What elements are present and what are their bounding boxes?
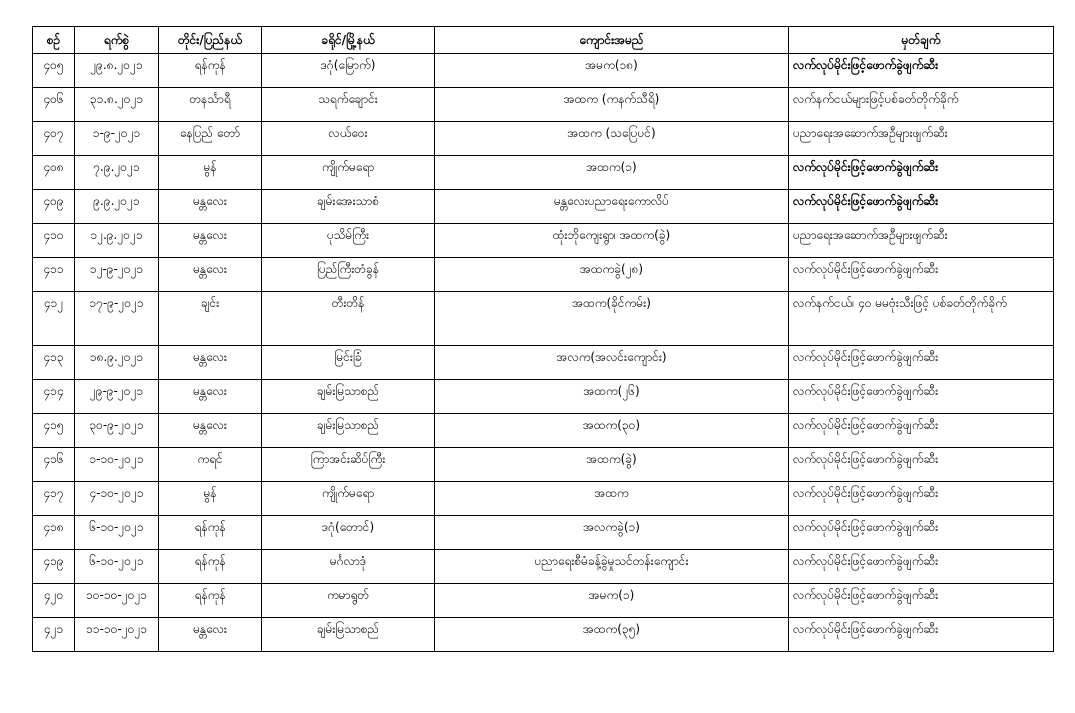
cell-township: ဒဂုံ(တောင်): [262, 516, 435, 550]
cell-region: မန္တလေး: [159, 380, 262, 414]
table-row: [33, 224, 1054, 258]
table-row: [33, 516, 1054, 550]
cell-remark: လက်လုပ်မိုင်းဖြင့်ဖောက်ခွဲဖျက်ဆီး: [789, 618, 1054, 652]
header-region: တိုင်း/ပြည်နယ်: [159, 27, 262, 54]
table-row: [33, 380, 1054, 414]
header-township: ခရိုင်/မြို့နယ်: [262, 27, 435, 54]
cell-date: ၉.၉.၂၀၂၁: [75, 190, 159, 224]
cell-no: ၄၀၈: [33, 156, 75, 190]
cell-no: ၄၁၆: [33, 448, 75, 482]
cell-no: ၄၀၉: [33, 190, 75, 224]
cell-date: ၁၀-၁၀-၂၀၂၁: [75, 584, 159, 618]
table-row: [33, 448, 1054, 482]
cell-remark: ပညာရေးအဆောက်အဦများဖျက်ဆီး: [789, 224, 1054, 258]
cell-school: အထက(၁): [435, 156, 789, 190]
cell-remark: လက်လုပ်မိုင်းဖြင့်ဖောက်ခွဲဖျက်ဆီး: [789, 380, 1054, 414]
table-row: [33, 482, 1054, 516]
cell-region: ရန်ကုန်: [159, 54, 262, 88]
cell-no: ၄၀၆: [33, 88, 75, 122]
table-row: [33, 190, 1054, 224]
cell-no: ၄၁၉: [33, 550, 75, 584]
cell-school: အထက (သပြေပင်): [435, 122, 789, 156]
cell-township: ချမ်းအေးသာစံ: [262, 190, 435, 224]
cell-township: တီးတိန်: [262, 292, 435, 346]
table-header-row: [33, 27, 1054, 54]
cell-no: ၄၁၅: [33, 414, 75, 448]
cell-date: ၁၂-၉-၂၀၂၁: [75, 258, 159, 292]
cell-no: ၄၁၇: [33, 482, 75, 516]
cell-region: တနင်္သာရီ: [159, 88, 262, 122]
table-row: [33, 414, 1054, 448]
cell-no: ၄၁၀: [33, 224, 75, 258]
cell-date: ၃၀-၉-၂၀၂၁: [75, 414, 159, 448]
cell-no: ၄၀၅: [33, 54, 75, 88]
cell-date: ၆-၁၀-၂၀၂၁: [75, 550, 159, 584]
cell-remark: လက်လုပ်မိုင်းဖြင့်ဖောက်ခွဲဖျက်ဆီး: [789, 482, 1054, 516]
cell-township: မြင်းခြံ: [262, 346, 435, 380]
cell-region: မန္တလေး: [159, 618, 262, 652]
cell-region: မန္တလေး: [159, 346, 262, 380]
table-row: [33, 346, 1054, 380]
cell-no: ၄၂၁: [33, 618, 75, 652]
table-row: [33, 156, 1054, 190]
cell-region: ရန်ကုန်: [159, 550, 262, 584]
table-row: [33, 54, 1054, 88]
header-school: ကျောင်းအမည်: [435, 27, 789, 54]
cell-date: ၁၂.၉.၂၀၂၁: [75, 224, 159, 258]
cell-region: မွန်: [159, 482, 262, 516]
cell-date: ၇.၉.၂၀၂၁: [75, 156, 159, 190]
cell-region: ရန်ကုန်: [159, 516, 262, 550]
header-no: စဉ်: [33, 27, 75, 54]
table-row: [33, 122, 1054, 156]
cell-township: ကျိုက်မရော: [262, 156, 435, 190]
cell-remark: လက်နက်ငယ်များဖြင့်ပစ်ခတ်တိုက်ခိုက်: [789, 88, 1054, 122]
cell-school: အထက: [435, 482, 789, 516]
cell-date: ၆-၁၀-၂၀၂၁: [75, 516, 159, 550]
cell-remark: လက်လုပ်မိုင်းဖြင့်ဖောက်ခွဲဖျက်ဆီး: [789, 516, 1054, 550]
table-row: [33, 88, 1054, 122]
cell-region: ချင်း: [159, 292, 262, 346]
table-row: [33, 258, 1054, 292]
table-row: [33, 618, 1054, 652]
cell-date: ၁၇-၉-၂၀၂၁: [75, 292, 159, 346]
cell-date: ၁၈.၉.၂၀၂၁: [75, 346, 159, 380]
cell-region: မန္တလေး: [159, 414, 262, 448]
cell-school: မန္တလေးပညာရေးကောလိပ်: [435, 190, 789, 224]
cell-remark: လက်လုပ်မိုင်းဖြင့်ဖောက်ခွဲဖျက်ဆီး: [789, 258, 1054, 292]
header-remark: မှတ်ချက်: [789, 27, 1054, 54]
cell-no: ၄၀၇: [33, 122, 75, 156]
cell-school: အမက(၁): [435, 584, 789, 618]
cell-no: ၄၁၄: [33, 380, 75, 414]
cell-no: ၄၂၀: [33, 584, 75, 618]
cell-remark: လက်လုပ်မိုင်းဖြင့်ဖောက်ခွဲဖျက်ဆီး: [789, 54, 1054, 88]
cell-date: ၁-၁၀-၂၀၂၁: [75, 448, 159, 482]
table-row: [33, 550, 1054, 584]
cell-remark: လက်လုပ်မိုင်းဖြင့်ဖောက်ခွဲဖျက်ဆီး: [789, 448, 1054, 482]
cell-township: ချမ်းမြသာစည်: [262, 618, 435, 652]
cell-date: ၄-၁၀-၂၀၂၁: [75, 482, 159, 516]
cell-region: မွန်: [159, 156, 262, 190]
cell-school: အထက(၃၅): [435, 618, 789, 652]
cell-school: အလက(အလင်းကျောင်း): [435, 346, 789, 380]
cell-school: ပညာရေးစီမံခန့်ခွဲမှုသင်တန်းကျောင်း: [435, 550, 789, 584]
table-row: [33, 584, 1054, 618]
cell-school: အထက (ကနက်သီရိ): [435, 88, 789, 122]
cell-township: ချမ်းမြသာစည်: [262, 414, 435, 448]
cell-school: အထက(၂၆): [435, 380, 789, 414]
cell-township: ဒဂုံ(မြောက်): [262, 54, 435, 88]
cell-remark: လက်လုပ်မိုင်းဖြင့်ဖောက်ခွဲဖျက်ဆီး: [789, 584, 1054, 618]
document-page: [32, 26, 1053, 652]
cell-remark: လက်လုပ်မိုင်းဖြင့်ဖောက်ခွဲဖျက်ဆီး: [789, 550, 1054, 584]
cell-region: ကရင်: [159, 448, 262, 482]
cell-school: အထကခွဲ(၂၈): [435, 258, 789, 292]
cell-no: ၄၁၈: [33, 516, 75, 550]
cell-remark: ပညာရေးအဆောက်အဦများဖျက်ဆီး: [789, 122, 1054, 156]
header-date: ရက်စွဲ: [75, 27, 159, 54]
table-row: [33, 292, 1054, 346]
cell-school: အထက(ခွဲ): [435, 448, 789, 482]
cell-region: မန္တလေး: [159, 190, 262, 224]
cell-school: ထုံးဘိုကျေးရွာ၊ အထက(ခွဲ): [435, 224, 789, 258]
cell-region: မန္တလေး: [159, 224, 262, 258]
cell-no: ၄၁၁: [33, 258, 75, 292]
cell-remark: လက်လုပ်မိုင်းဖြင့်ဖောက်ခွဲဖျက်ဆီး: [789, 156, 1054, 190]
cell-remark: လက်နက်ငယ်၊ ၄၀ မမဗုံးသီးဖြင့် ပစ်ခတ်တိုက်ခိုက်: [789, 292, 1054, 346]
cell-remark: လက်လုပ်မိုင်းဖြင့်ဖောက်ခွဲဖျက်ဆီး: [789, 414, 1054, 448]
cell-township: သရက်ချောင်း: [262, 88, 435, 122]
cell-school: အလကခွဲ(၁): [435, 516, 789, 550]
table-body: [33, 54, 1054, 652]
cell-remark: လက်လုပ်မိုင်းဖြင့်ဖောက်ခွဲဖျက်ဆီး: [789, 190, 1054, 224]
cell-township: ပုသိမ်ကြီး: [262, 224, 435, 258]
cell-no: ၄၁၂: [33, 292, 75, 346]
incident-table: [32, 26, 1054, 652]
cell-region: မန္တလေး: [159, 258, 262, 292]
cell-township: ပြည်ကြီးတံခွန်: [262, 258, 435, 292]
cell-date: ၁၁-၁၀-၂၀၂၁: [75, 618, 159, 652]
cell-township: ကမာရွတ်: [262, 584, 435, 618]
cell-township: လယ်ဝေး: [262, 122, 435, 156]
cell-school: အမက(၁၈): [435, 54, 789, 88]
cell-region: နေပြည် တော်: [159, 122, 262, 156]
cell-township: ကျိုက်မရော: [262, 482, 435, 516]
cell-no: ၄၁၃: [33, 346, 75, 380]
cell-remark: လက်လုပ်မိုင်းဖြင့်ဖောက်ခွဲဖျက်ဆီး: [789, 346, 1054, 380]
cell-date: ၂၉.၈.၂၀၂၁: [75, 54, 159, 88]
cell-date: ၂၉-၉-၂၀၂၁: [75, 380, 159, 414]
cell-school: အထက(ခိုင်ကမ်း): [435, 292, 789, 346]
cell-region: ရန်ကုန်: [159, 584, 262, 618]
cell-township: မင်္ဂလာဒုံ: [262, 550, 435, 584]
cell-date: ၁-၉-၂၀၂၁: [75, 122, 159, 156]
cell-township: ကြာအင်းဆိပ်ကြီး: [262, 448, 435, 482]
cell-township: ချမ်းမြသာစည်: [262, 380, 435, 414]
cell-school: အထက(၃၀): [435, 414, 789, 448]
cell-date: ၃၁.၈.၂၀၂၁: [75, 88, 159, 122]
